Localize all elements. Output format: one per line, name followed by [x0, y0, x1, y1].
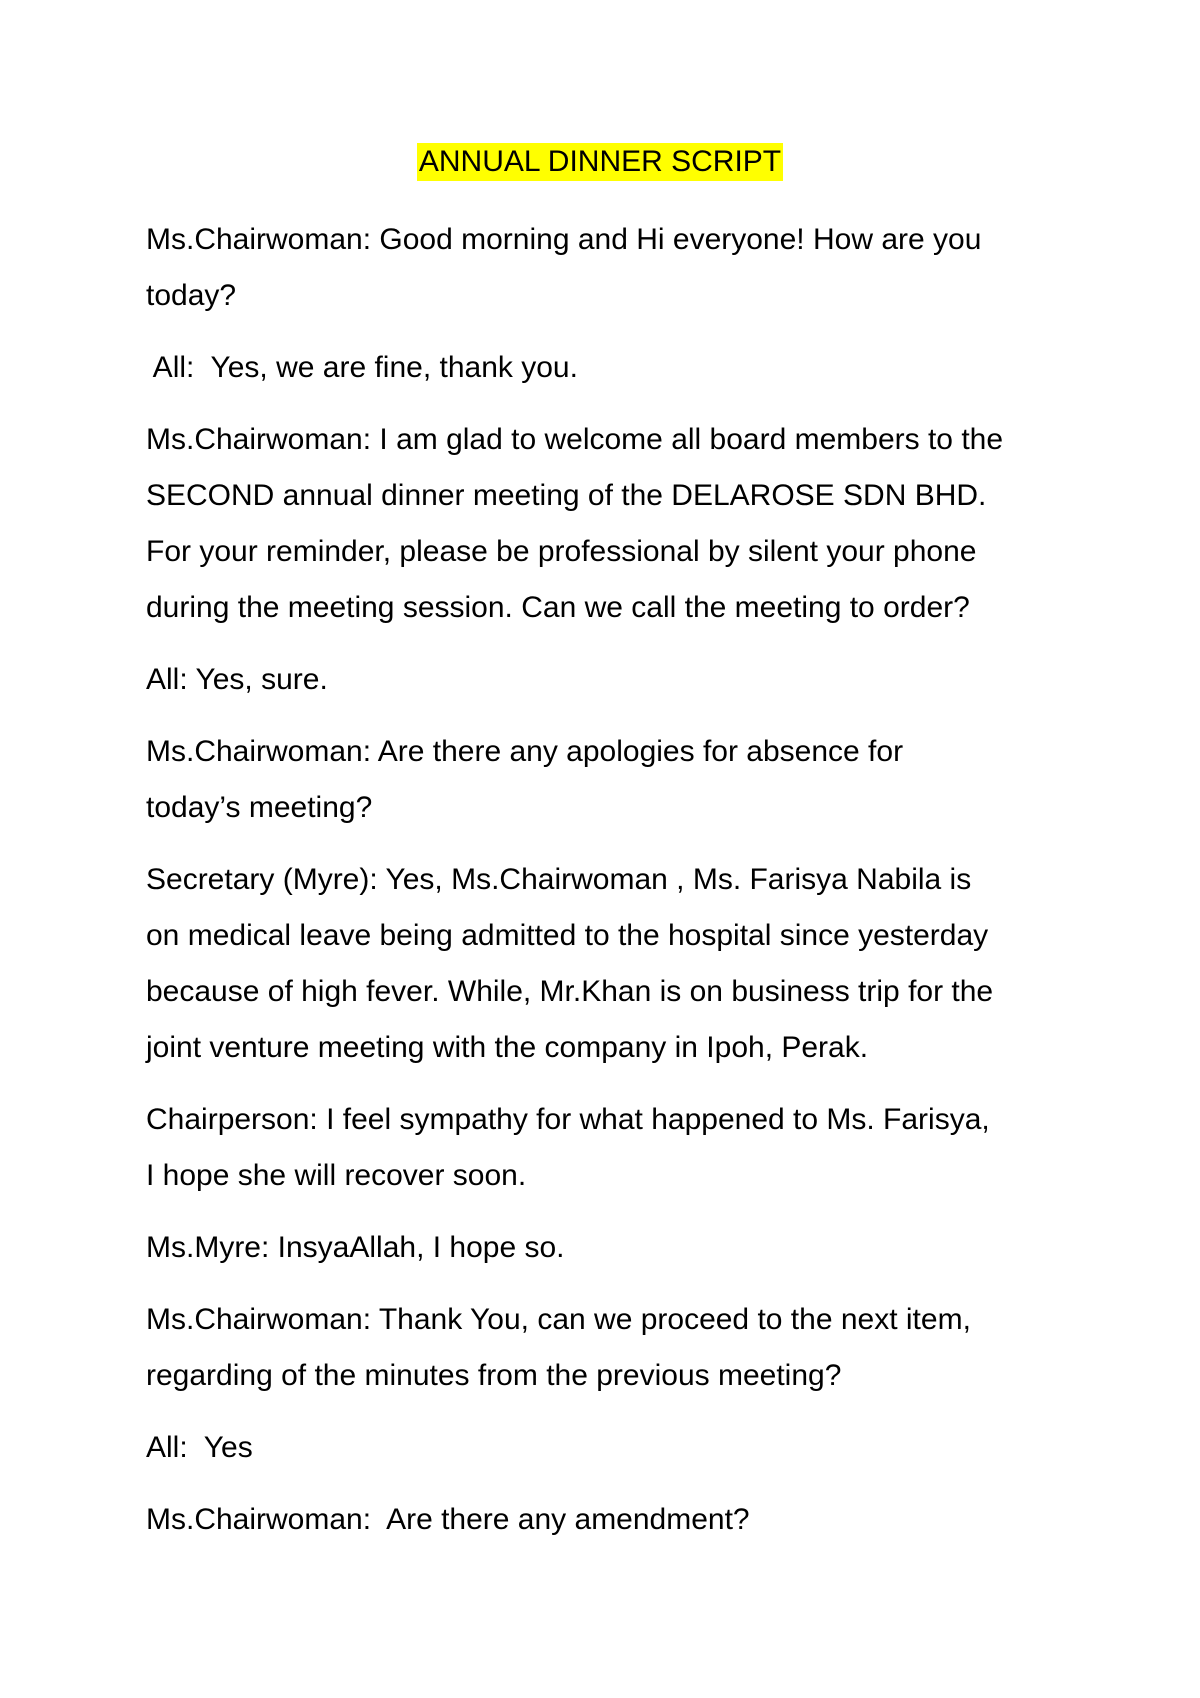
script-paragraph — [146, 1420, 1086, 1476]
script-line: I hope she will recover soon. — [146, 1159, 527, 1192]
script-line: Chairperson: I feel sympathy for what happened to Ms. Farisya, — [146, 1103, 990, 1136]
script-line: All: Yes, sure. — [146, 663, 328, 696]
script-line: today? — [146, 279, 237, 312]
script-paragraph — [146, 1292, 1086, 1404]
script-paragraph — [146, 340, 1086, 396]
script-line: For your reminder, please be professional by silent your phone — [146, 535, 977, 568]
document-title: ANNUAL DINNER SCRIPT — [417, 143, 783, 181]
script-line: today’s meeting? — [146, 791, 373, 824]
script-line: Ms.Chairwoman: Are there any apologies for absence for — [146, 735, 904, 768]
script-line: All: Yes, we are fine, thank you. — [146, 351, 578, 384]
script-line: Ms.Myre: InsyaAllah, I hope so. — [146, 1231, 565, 1264]
script-line: because of high fever. While, Mr.Khan is on business trip for the — [146, 975, 994, 1008]
script-paragraph — [146, 652, 1086, 708]
script-line: on medical leave being admitted to the hospital since yesterday — [146, 919, 989, 952]
script-line: Secretary (Myre): Yes, Ms.Chairwoman , Ms. Farisya Nabila is — [146, 863, 972, 896]
script-line: All: Yes — [146, 1431, 253, 1464]
script-line: Ms.Chairwoman: I am glad to welcome all board members to the — [146, 423, 1004, 456]
title-container — [0, 143, 1200, 181]
script-paragraph — [146, 212, 1086, 324]
script-paragraph — [146, 412, 1086, 636]
script-paragraph — [146, 1492, 1086, 1548]
script-body — [146, 212, 1086, 1564]
script-paragraph — [146, 1220, 1086, 1276]
script-line: during the meeting session. Can we call the meeting to order? — [146, 591, 970, 624]
script-paragraph — [146, 852, 1086, 1076]
script-line: SECOND annual dinner meeting of the DELAROSE SDN BHD. — [146, 479, 987, 512]
script-paragraph — [146, 1092, 1086, 1204]
script-line: regarding of the minutes from the previous meeting? — [146, 1359, 842, 1392]
script-paragraph — [146, 724, 1086, 836]
script-line: Ms.Chairwoman: Thank You, can we proceed to the next item, — [146, 1303, 971, 1336]
script-line: Ms.Chairwoman: Are there any amendment? — [146, 1503, 750, 1536]
script-line: Ms.Chairwoman: Good morning and Hi everyone! How are you — [146, 223, 982, 256]
script-line: joint venture meeting with the company in Ipoh, Perak. — [146, 1031, 869, 1064]
